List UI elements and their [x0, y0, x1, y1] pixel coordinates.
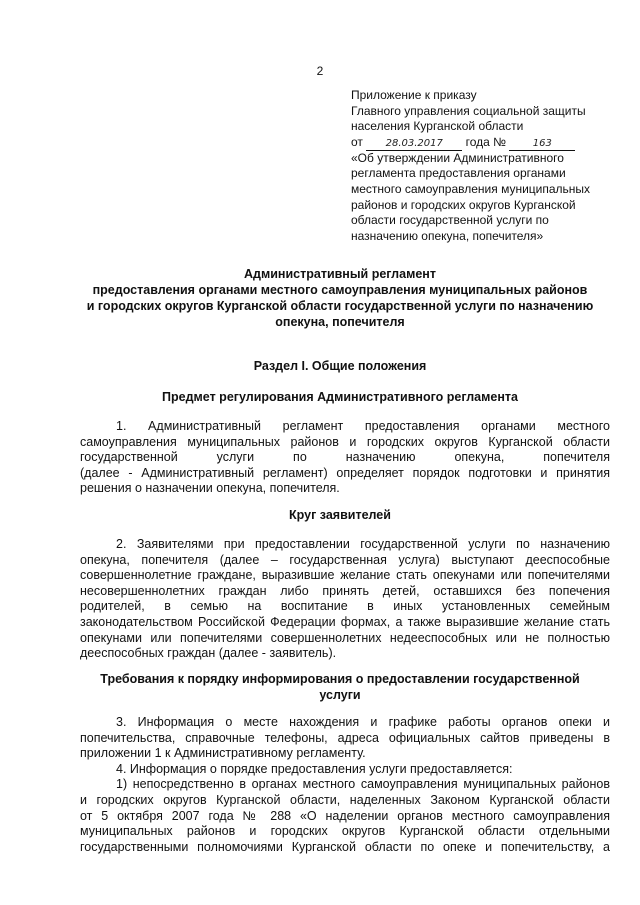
page-number: 2: [316, 64, 324, 78]
heading-line: услуги: [319, 688, 361, 702]
appendix-line: населения Курганской области: [351, 119, 524, 134]
text-line: 2. Заявителями при предоставлении государственной услуги по назначению: [116, 537, 610, 551]
text-line: законодательством Российской Федерации формах, а также выразившие желание стать: [80, 614, 610, 629]
text-line: опекунами или попечителями совершеннолетних недееспособных или не полностью: [80, 630, 610, 645]
paragraph-4: 4. Информация о порядке предоставления услуги предоставляется:: [116, 761, 513, 776]
text-line: 3. Информация о месте нахождения и графике работы органов опеки и: [116, 715, 610, 729]
handwritten-date: 28.03.2017: [366, 138, 462, 151]
text-line: приложении 1 к Административному регламенту.: [80, 746, 366, 761]
section-heading: Раздел I. Общие положения: [253, 359, 427, 373]
paragraph-3: [80, 715, 610, 855]
heading-line: Требования к порядку информирования о предоставлении государственной: [100, 672, 580, 686]
text-line: попечительства, справочные телефоны, адреса официальных сайтов приведены в: [80, 730, 610, 745]
appendix-line: области государственной услуги по: [351, 213, 549, 228]
text-line: самоуправления муниципальных районов и городских округов Курганской области: [80, 434, 610, 449]
text-line: государственной услуги по назначению опекуна, попечителя: [80, 450, 610, 465]
paragraph-1: [80, 419, 610, 497]
appendix-line: регламента предоставления органами: [351, 166, 566, 181]
appendix-line: Приложение к приказу: [351, 88, 477, 102]
title-line: Административный регламент: [244, 267, 436, 281]
text-line: родителей, в семью на воспитание в иных установленных семейным: [80, 599, 610, 614]
text-line: совершеннолетние граждане, выразившие желание стать опекунами или попечителями: [80, 568, 610, 583]
appendix-line: «Об утверждении Административного: [351, 150, 564, 165]
appendix-line: Главного управления социальной защиты: [351, 103, 586, 118]
text-line: муниципальных районов и городских округов Курганской области отдельными: [80, 824, 610, 839]
appendix-block: [351, 88, 613, 244]
year-label: года №: [465, 134, 506, 149]
appendix-date-row: [351, 135, 613, 151]
document-title: [70, 266, 610, 330]
text-line: 1) непосредственно в органах местного самоуправления муниципальных районов: [116, 777, 610, 792]
handwritten-number: 163: [509, 138, 575, 151]
date-prefix: от: [351, 134, 363, 149]
text-line: несовершеннолетних граждан либо принять детей, оставшихся без попечения: [80, 583, 610, 598]
text-line: государственными полномочиями Курганской области по опеке и попечительству, а: [80, 839, 610, 854]
appendix-line: назначению опекуна, попечителя»: [351, 228, 544, 243]
paragraph-2: [80, 537, 610, 662]
appendix-line: местного самоуправления муниципальных: [351, 181, 591, 196]
text-line: дееспособных граждан (далее - заявитель).: [80, 646, 337, 661]
title-line: предоставления органами местного самоуправления муниципальных районов: [92, 283, 588, 297]
subsection-heading: Предмет регулирования Административного регламента: [162, 390, 518, 404]
applicants-heading: Круг заявителей: [289, 508, 391, 522]
appendix-line: районов и городских округов Курганской: [351, 197, 576, 212]
title-line: и городских округов Курганской области государственной услуги по назначению: [86, 299, 594, 313]
info-heading: [70, 671, 610, 703]
title-line: опекуна, попечителя: [275, 315, 405, 329]
text-line: от 5 октября 2007 года № 288 «О наделении органов местного самоуправления: [80, 808, 610, 823]
text-line: 1. Административный регламент предоставления органами местного: [116, 419, 610, 433]
text-line: решения о назначении опекуна, попечителя.: [80, 481, 340, 496]
text-line: (далее - Административный регламент) определяет порядок подготовки и принятия: [80, 465, 610, 480]
text-line: и городских округов Курганской области, наделенных Законом Курганской области: [80, 792, 610, 807]
text-line: опекуна, попечителя (далее – государственная услуга) выступают дееспособные: [80, 552, 610, 567]
